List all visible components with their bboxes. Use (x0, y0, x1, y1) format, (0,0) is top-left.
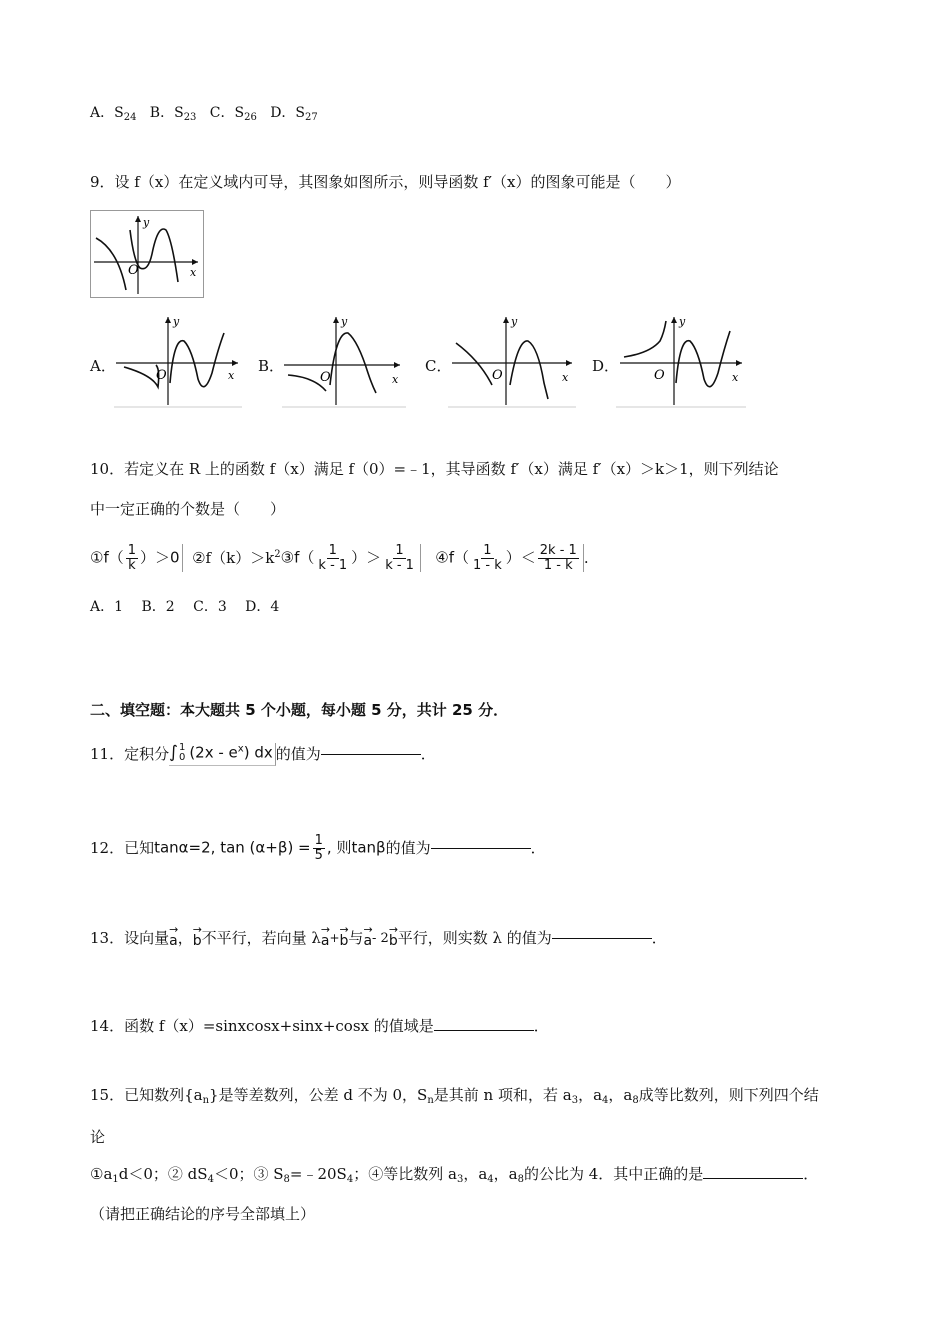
q10-stem-line2: 中一定正确的个数是（ ） (90, 500, 286, 518)
q9-c-y-label: y (511, 315, 518, 328)
q10-conclusion-1: ①f（ $\frac{1}{k}$ ）＞0 (90, 544, 183, 572)
q8-option-a: A．S (90, 105, 124, 121)
q15-line4: （请把正确结论的序号全部填上） (90, 1205, 316, 1223)
q14: 14．函数 f（x）=sinxcosx+sinx+cosx 的值域是 ． (90, 1017, 549, 1035)
q9-option-b-graph[interactable] (282, 313, 406, 408)
q13: 13．设向量 → a ， → b 不平行，若向量 λ → a + → b 与 → a - 2 → b 平行，则实数 λ 的值为 ． (90, 923, 667, 949)
q9-main-y-label: y (143, 216, 150, 229)
q13-vector-a: → a (169, 923, 179, 949)
q11-answer-blank[interactable] (321, 753, 421, 755)
q10-conclusion-3: ③f（ $\frac{1}{k - 1}$ ）＞ $\frac{1}{k - 1}$ (281, 544, 421, 572)
q11-integral: ∫ 1 0 $(2x - e^x)$ dx (169, 743, 276, 766)
q15-line1: 15．已知数列$\{a_n\}$是等差数列，公差 d 不为 0，$S_n$是其前 n 项和，若 $a_3$，$a_4$，$a_8$成等比数列，则下列四个结 (90, 1086, 819, 1106)
q9-c-x-label: x (562, 371, 569, 384)
section2-heading: 二、填空题：本大题共 5 个小题，每小题 5 分，共计 25 分． (90, 701, 509, 719)
q9-b-x-label: x (392, 373, 399, 386)
q9-c-origin: O (492, 368, 503, 383)
q9-main-origin: O (128, 263, 139, 278)
q8-options: A．$S_{24}$ B．$S_{23}$ C．$S_{26}$ D．$S_{27}$ (90, 105, 318, 123)
q10-c1-frac: $\frac{1}{k}$ (127, 542, 137, 573)
q9-a-origin: O (156, 368, 167, 383)
q15-line3: $①a_1d<0$；② $dS_4<0$；③ $S_8=﹣20S_4$；④等比数列 $a_3$，$a_4$，$a_8$的公比为 4．其中正确的是 ． (90, 1165, 819, 1185)
q9-option-a-graph[interactable] (114, 313, 242, 408)
q12: 12．已知 tanα=2, tan (α+β) = $\frac{1}{5}$ , 则tanβ 的值为 ． (90, 832, 546, 863)
q12-formula: tanα=2, tan (α+β) = $\frac{1}{5}$ , 则tanβ (154, 832, 386, 863)
q9-stem: 9．设 f（x）在定义域内可导，其图象如图所示，则导函数 f′（x）的图象可能是（ ） (90, 173, 681, 191)
q9-a-x-label: x (228, 369, 235, 382)
q15-answer-blank[interactable] (703, 1177, 803, 1179)
q8-option-d: D．S (270, 105, 306, 121)
q9-a-y-label: y (173, 315, 180, 328)
q9-option-a-label[interactable]: A． (90, 357, 116, 375)
q14-answer-blank[interactable] (434, 1029, 534, 1031)
q10-options: A．1 B．2 C．3 D．4 (90, 599, 280, 615)
q12-answer-blank[interactable] (431, 847, 531, 849)
q9-option-d-graph[interactable] (616, 313, 746, 408)
q10-conclusion-2: $②f(k)>k^2$ (192, 549, 281, 567)
q9-main-graph (90, 210, 204, 298)
q13-vector-b: → b (192, 923, 202, 949)
q13-answer-blank[interactable] (552, 937, 652, 939)
q9-d-y-label: y (679, 315, 686, 328)
q8-option-c: C．S (209, 105, 245, 121)
q10-stem-line1: 10．若定义在 R 上的函数 f（x）满足 f（0）=﹣1，其导函数 f′（x）满足 f′（x）＞k＞1，则下列结论 (90, 460, 779, 478)
q9-option-c-label[interactable]: C． (425, 357, 452, 375)
q9-d-x-label: x (732, 371, 739, 384)
q10-conclusions: ①f（ $\frac{1}{k}$ ）＞0 $②f(k)>k^2$ ③f（ $\frac{1}{k - 1}$ ）＞ $\frac{1}{k - 1}$ ④f（ $\frac{1}{1 - k}$ ）＜ $\frac{2k - 1}{1 - k}$ . (90, 542, 589, 573)
q8-option-b: B．S (149, 105, 184, 121)
q9-option-d-label[interactable]: D． (592, 357, 620, 375)
q9-option-b-label[interactable]: B． (258, 357, 285, 375)
q9-option-c-graph[interactable] (448, 313, 576, 408)
q10-conclusion-4: ④f（ $\frac{1}{1 - k}$ ）＜ $\frac{2k - 1}{1 - k}$ (435, 544, 584, 572)
q15-line2: 论 (90, 1128, 106, 1146)
q11: 11．定积分 ∫ 1 0 $(2x - e^x)$ dx 的值为 ． (90, 738, 436, 770)
q9-main-x-label: x (190, 266, 197, 279)
q9-d-origin: O (654, 368, 665, 383)
q9-b-y-label: y (341, 315, 348, 328)
q9-b-origin: O (320, 370, 331, 385)
